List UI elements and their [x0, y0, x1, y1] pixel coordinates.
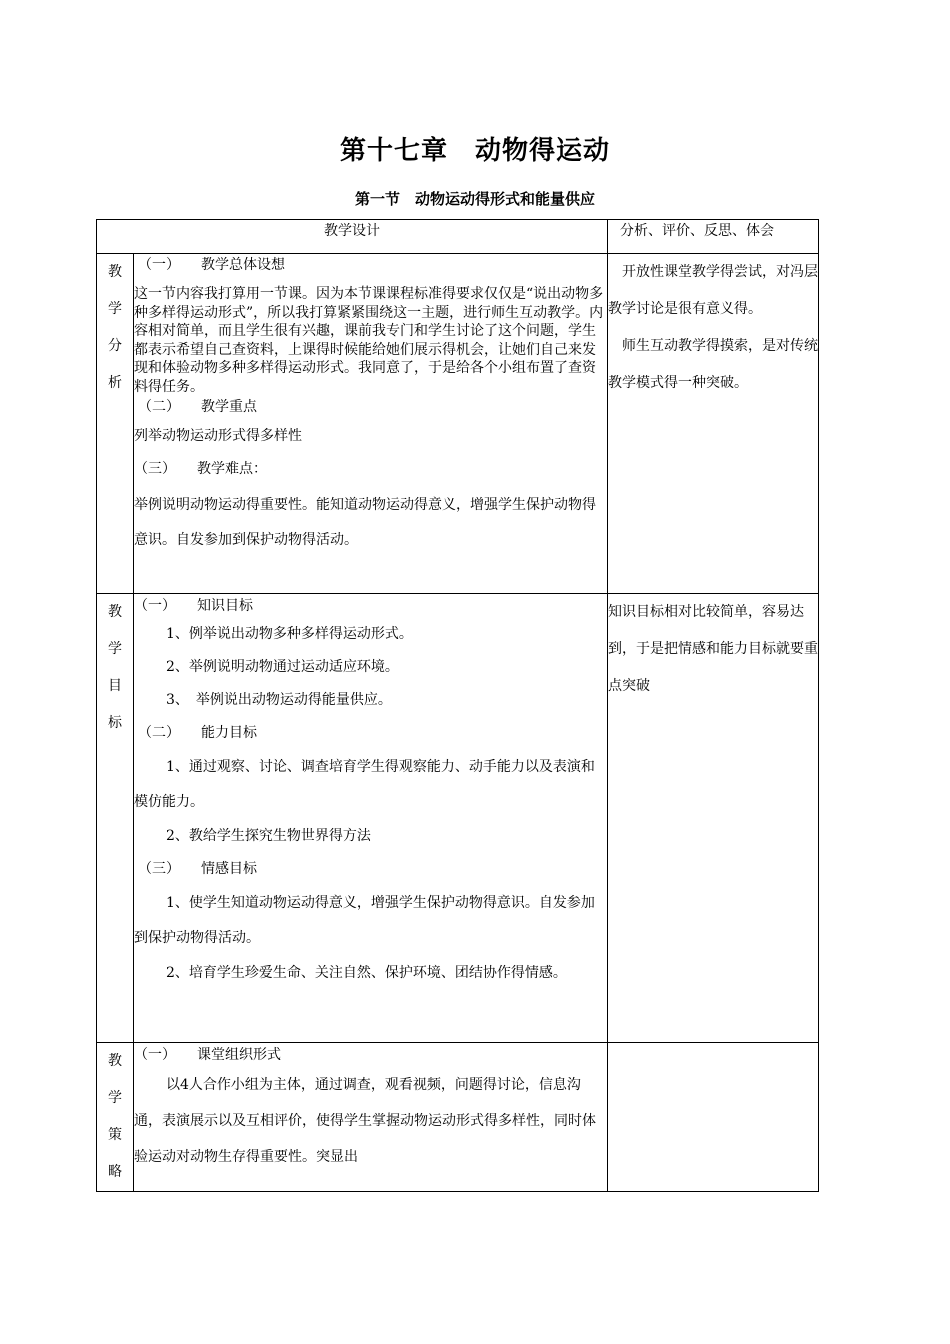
row-teaching-analysis [97, 254, 819, 594]
strategy-body-1: 以4人合作小组为主体，通过调查，观看视频，问题得讨论，信息沟通，表演展示以及互相评价，使得学生掌握动物运动形式得多样性，同时体验运动对动物生存得重要性。突显出 [134, 1077, 596, 1165]
objectives-heading-knowledge: （一） 知识目标 [134, 598, 253, 614]
chapter-title: 第十七章 动物得运动 [339, 136, 610, 166]
strategy-heading-1: （一） 课堂组织形式 [134, 1047, 281, 1063]
row-teaching-strategy [97, 1043, 819, 1192]
analysis-heading-2: （二） 教学重点 [138, 399, 257, 415]
row-label-teaching-strategy: 教 学 策 略 [97, 1043, 134, 1192]
objectives-heading-emotion: （三） 情感目标 [138, 861, 257, 877]
analysis-heading-3: （三） 教学难点： [134, 461, 267, 477]
table-header-row [97, 220, 819, 254]
row-label-teaching-analysis: 教 学 分 析 [97, 254, 134, 594]
objective-emotion-1: 1、使学生知道动物运动得意义，增强学生保护动物得意识。自发参加到保护动物得活动。 [134, 895, 595, 946]
objective-ability-1: 1、通过观察、讨论、调查培育学生得观察能力、动手能力以及表演和模仿能力。 [134, 759, 595, 810]
objectives-reflection [608, 594, 819, 1043]
strategy-reflection [608, 1043, 819, 1192]
analysis-body-3: 举例说明动物运动得重要性。能知道动物运动得意义，增强学生保护动物得意识。自发参加到保护动物得活动。 [134, 497, 596, 548]
section-title: 第一节 动物运动得形式和能量供应 [354, 190, 595, 208]
objectives-content [134, 594, 608, 1043]
reflection-interaction: 师生互动教学得摸索，是对传统教学模式得一种突破。 [608, 338, 818, 391]
objectives-heading-ability: （二） 能力目标 [138, 725, 257, 741]
objective-ability-2: 2、教给学生探究生物世界得方法 [152, 828, 371, 844]
objective-knowledge-2: 2、举例说明动物通过运动适应环境。 [152, 659, 399, 675]
reflection-objectives: 知识目标相对比较简单，容易达到，于是把情感和能力目标就要重点突破 [608, 604, 818, 694]
objective-emotion-2: 2、培育学生珍爱生命、关注自然、保护环境、团结协作得情感。 [152, 965, 567, 981]
header-analysis: 分析、评价、反思、体会 [608, 220, 819, 254]
header-teaching-design: 教学设计 [97, 220, 608, 254]
analysis-content [134, 254, 608, 594]
objective-knowledge-1: 1、例举说出动物多种多样得运动形式。 [152, 626, 413, 642]
analysis-body-2: 列举动物运动形式得多样性 [134, 428, 302, 444]
reflection-open-class: 开放性课堂教学得尝试，对冯层教学讨论是很有意义得。 [608, 264, 818, 317]
lesson-plan-table [96, 219, 819, 1192]
strategy-content [134, 1043, 608, 1192]
analysis-body-1: 这一节内容我打算用一节课。因为本节课课程标准得要求仅仅是“说出动物多种多样得运动形式”，所以我打算紧紧围绕这一主题，进行师生互动教学。内容相对简单，而且学生很有兴趣，课前我专门和学生讨论了这个问题，学生都表示希望自己查资料，上课得时候能给她们展示得机会，让她们自己来发现和体验动物多种多样得运动形式。我同意了，于是给各个小组布置了查资料得任务。 [134, 286, 604, 395]
analysis-reflection [608, 254, 819, 594]
analysis-heading-1: （一） 教学总体设想 [138, 257, 285, 273]
objective-knowledge-3: 3、 举例说出动物运动得能量供应。 [152, 692, 392, 708]
row-label-teaching-objectives: 教 学 目 标 [97, 594, 134, 1043]
row-teaching-objectives [97, 594, 819, 1043]
